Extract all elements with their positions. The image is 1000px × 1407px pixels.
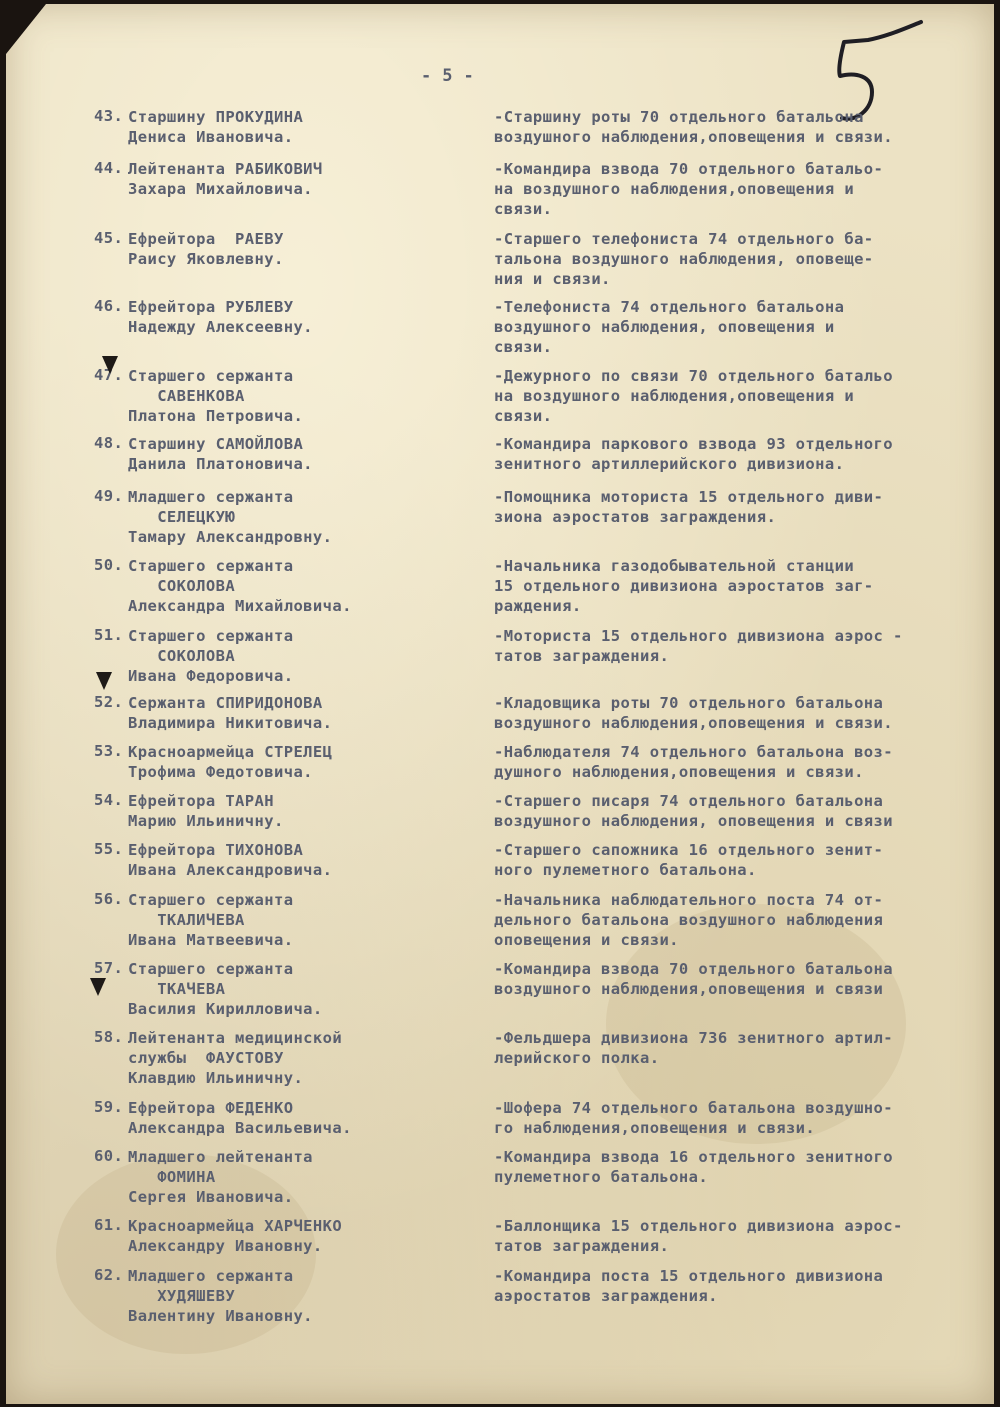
entry-position-line: раждения. [494, 597, 582, 615]
entry-position-line: связи. [494, 338, 553, 356]
entry-position-line: -Старшину роты 70 отдельного батальона [494, 108, 864, 126]
entry-name-block [128, 742, 498, 782]
entry-rank-line: Ефрейтора РАЕВУ [128, 230, 284, 248]
entry-position-line: лерийского полка. [494, 1049, 660, 1067]
entry-position-block [494, 1266, 994, 1306]
entry-position-line: воздушного наблюдения,оповещения и связи. [494, 128, 894, 146]
entry-name-line: ХУДЯШЕВУ [128, 1287, 236, 1305]
entry-position-line: воздушного наблюдения,оповещения и связи [494, 980, 884, 998]
entry-position-block [494, 297, 994, 357]
entry-name-line: СОКОЛОВА [128, 647, 236, 665]
entry-name-block [128, 107, 498, 147]
entry-number: 49. [94, 487, 124, 505]
entry-position-block [494, 1216, 994, 1256]
entry-number: 46. [94, 297, 124, 315]
entry-position-line: аэростатов заграждения. [494, 1287, 718, 1305]
entry-name-line: Дениса Ивановича. [128, 128, 294, 146]
entry-rank-line: Красноармейца СТРЕЛЕЦ [128, 743, 333, 761]
entry-name-block [128, 1147, 498, 1207]
entry-name-block [128, 1216, 498, 1256]
entry-position-line: -Старшего писаря 74 отдельного батальона [494, 792, 884, 810]
entry-position-line: воздушного наблюдения,оповещения и связи. [494, 714, 894, 732]
entry-position-block [494, 556, 994, 616]
entry-position-line: -Командира паркового взвода 93 отдельного [494, 435, 894, 453]
entry-position-block [494, 434, 994, 474]
entry-position-line: связи. [494, 407, 553, 425]
entry-name-block [128, 959, 498, 1019]
entry-name-block [128, 487, 498, 547]
entry-position-block [494, 1028, 994, 1068]
entry-position-line: го наблюдения,оповещения и связи. [494, 1119, 816, 1137]
entry-number: 45. [94, 229, 124, 247]
entry-position-line: -Командира поста 15 отдельного дивизиона [494, 1267, 884, 1285]
entry-position-line: -Моториста 15 отдельного дивизиона аэрос - [494, 627, 903, 645]
entry-name-line: СЕЛЕЦКУЮ [128, 508, 236, 526]
entry-number: 55. [94, 840, 124, 858]
entry-position-line: -Командира взвода 16 отдельного зенитного [494, 1148, 894, 1166]
punch-hole-mark [90, 978, 106, 996]
entry-name-line: ТКАЛИЧЕВА [128, 911, 245, 929]
entry-name-block [128, 229, 498, 269]
entry-name-block [128, 840, 498, 880]
entry-name-block [128, 1028, 498, 1088]
entry-number: 54. [94, 791, 124, 809]
entry-number: 59. [94, 1098, 124, 1116]
entry-name-block [128, 1266, 498, 1326]
entry-name-line: Валентину Ивановну. [128, 1307, 313, 1325]
entry-position-line: на воздушного наблюдения,оповещения и [494, 387, 855, 405]
entry-rank-line: Младшего сержанта [128, 1267, 294, 1285]
entry-position-block [494, 890, 994, 950]
entry-name-line: ФОМИНА [128, 1168, 216, 1186]
entry-position-line: -Начальника наблюдательного поста 74 от- [494, 891, 884, 909]
document-sheet [6, 4, 994, 1404]
page-number: - 5 - [421, 66, 475, 86]
entry-position-line: дельного батальона воздушного наблюдения [494, 911, 884, 929]
entry-name-line: Ивана Матвеевича. [128, 931, 294, 949]
entry-name-line: ТКАЧЕВА [128, 980, 226, 998]
entry-position-line: -Помощника моториста 15 отдельного диви- [494, 488, 884, 506]
entry-position-line: татов заграждения. [494, 1237, 670, 1255]
entry-rank-line: Лейтенанта РАБИКОВИЧ [128, 160, 323, 178]
entry-position-block [494, 229, 994, 289]
entry-name-line: Надежду Алексеевну. [128, 318, 313, 336]
entry-name-line: Ивана Александровича. [128, 861, 333, 879]
entry-name-block [128, 890, 498, 950]
entry-position-line: -Телефониста 74 отдельного батальона [494, 298, 845, 316]
entry-rank-line: Старшего сержанта [128, 960, 294, 978]
entry-position-line: -Начальника газодобывательной станции [494, 557, 855, 575]
entry-name-line: Платона Петровича. [128, 407, 304, 425]
entry-position-line: ния и связи. [494, 270, 611, 288]
entry-position-block [494, 791, 994, 831]
entry-number: 44. [94, 159, 124, 177]
entry-rank-line: Младшего лейтенанта [128, 1148, 313, 1166]
entry-name-line: Тамару Александровну. [128, 528, 333, 546]
entry-position-line: ного пулеметного батальона. [494, 861, 757, 879]
entry-number: 52. [94, 693, 124, 711]
entry-name-line: Захара Михайловича. [128, 180, 313, 198]
entry-position-block [494, 626, 994, 666]
entry-rank-line: Ефрейтора РУБЛЕВУ [128, 298, 294, 316]
entry-rank-line: Старшего сержанта [128, 891, 294, 909]
entry-position-line: на воздушного наблюдения,оповещения и [494, 180, 855, 198]
punch-hole-mark [102, 356, 118, 374]
entry-position-line: 15 отдельного дивизиона аэростатов заг- [494, 577, 874, 595]
entry-position-block [494, 159, 994, 219]
entry-name-line: Раису Яковлевну. [128, 250, 284, 268]
entry-rank-line: Сержанта СПИРИДОНОВА [128, 694, 323, 712]
entry-name-line: Александру Ивановну. [128, 1237, 323, 1255]
entry-position-line: душного наблюдения,оповещения и связи. [494, 763, 864, 781]
entry-position-line: -Кладовщика роты 70 отдельного батальона [494, 694, 884, 712]
entry-name-block [128, 1098, 498, 1138]
entry-position-block [494, 487, 994, 527]
entry-number: 48. [94, 434, 124, 452]
entry-position-block [494, 959, 994, 999]
entry-name-line: Данила Платоновича. [128, 455, 313, 473]
entry-position-line: -Командира взвода 70 отдельного батальо- [494, 160, 884, 178]
entry-name-line: Клавдию Ильиничну. [128, 1069, 304, 1087]
entry-position-line: пулеметного батальона. [494, 1168, 709, 1186]
entry-name-block [128, 297, 498, 337]
entry-rank-line: Ефрейтора ТИХОНОВА [128, 841, 304, 859]
entry-name-block [128, 366, 498, 426]
entry-name-line: САВЕНКОВА [128, 387, 245, 405]
entry-position-line: -Старшего сапожника 16 отдельного зенит- [494, 841, 884, 859]
entry-rank-line: Лейтенанта медицинской [128, 1029, 343, 1047]
entry-name-block [128, 556, 498, 616]
entry-position-line: татов заграждения. [494, 647, 670, 665]
entry-name-block [128, 434, 498, 474]
entry-position-line: воздушного наблюдения, оповещения и [494, 318, 835, 336]
entry-name-line: Марию Ильиничну. [128, 812, 284, 830]
entry-rank-line: Старшего сержанта [128, 367, 294, 385]
entry-position-block [494, 840, 994, 880]
entry-position-block [494, 107, 994, 147]
entry-rank-line: Старшего сержанта [128, 627, 294, 645]
entry-number: 47. [94, 366, 124, 384]
entry-position-line: связи. [494, 200, 553, 218]
entry-name-line: Трофима Федотовича. [128, 763, 313, 781]
entry-position-line: -Командира взвода 70 отдельного батальона [494, 960, 894, 978]
entry-rank-line: Ефрейтора ФЕДЕНКО [128, 1099, 294, 1117]
entry-name-line: Александра Михайловича. [128, 597, 352, 615]
entry-position-line: оповещения и связи. [494, 931, 679, 949]
entry-position-line: -Наблюдателя 74 отдельного батальона воз- [494, 743, 894, 761]
entry-name-block [128, 159, 498, 199]
entry-number: 57. [94, 959, 124, 977]
entry-rank-line: Красноармейца ХАРЧЕНКО [128, 1217, 343, 1235]
entry-name-line: Владимира Никитовича. [128, 714, 333, 732]
entry-rank-line: Младшего сержанта [128, 488, 294, 506]
entry-position-block [494, 1098, 994, 1138]
entry-position-line: воздушного наблюдения, оповещения и связи [494, 812, 894, 830]
entry-position-block [494, 366, 994, 426]
entry-name-line: СОКОЛОВА [128, 577, 236, 595]
entry-name-line: Александра Васильевича. [128, 1119, 352, 1137]
punch-hole-mark [96, 672, 112, 690]
entry-position-line: -Баллонщика 15 отдельного дивизиона аэрос- [494, 1217, 903, 1235]
entry-position-line: -Фельдшера дивизиона 736 зенитного артил- [494, 1029, 894, 1047]
entry-number: 51. [94, 626, 124, 644]
entry-position-block [494, 693, 994, 733]
entry-position-block [494, 1147, 994, 1187]
entry-position-line: зенитного артиллерийского дивизиона. [494, 455, 845, 473]
entry-rank-line: Ефрейтора ТАРАН [128, 792, 274, 810]
entry-number: 56. [94, 890, 124, 908]
entry-number: 61. [94, 1216, 124, 1234]
entry-number: 43. [94, 107, 124, 125]
entry-position-line: -Дежурного по связи 70 отдельного батальо [494, 367, 894, 385]
entry-number: 62. [94, 1266, 124, 1284]
entry-name-block [128, 791, 498, 831]
entry-position-line: -Шофера 74 отдельного батальона воздушно- [494, 1099, 894, 1117]
entry-position-line: -Старшего телефониста 74 отдельного ба- [494, 230, 874, 248]
entry-name-line: службы ФАУСТОВУ [128, 1049, 284, 1067]
entry-number: 53. [94, 742, 124, 760]
entry-name-line: Ивана Федоровича. [128, 667, 294, 685]
entry-position-line: зиона аэростатов заграждения. [494, 508, 777, 526]
entry-number: 50. [94, 556, 124, 574]
entry-position-line: тальона воздушного наблюдения, оповеще- [494, 250, 874, 268]
entry-rank-line: Старшего сержанта [128, 557, 294, 575]
entry-name-line: Василия Кирилловича. [128, 1000, 323, 1018]
entry-rank-line: Старшину ПРОКУДИНА [128, 108, 304, 126]
entry-name-block [128, 626, 498, 686]
entry-number: 58. [94, 1028, 124, 1046]
entry-position-block [494, 742, 994, 782]
entry-name-block [128, 693, 498, 733]
entry-rank-line: Старшину САМОЙЛОВА [128, 435, 304, 453]
torn-corner [6, 4, 46, 54]
entry-number: 60. [94, 1147, 124, 1165]
entry-name-line: Сергея Ивановича. [128, 1188, 294, 1206]
